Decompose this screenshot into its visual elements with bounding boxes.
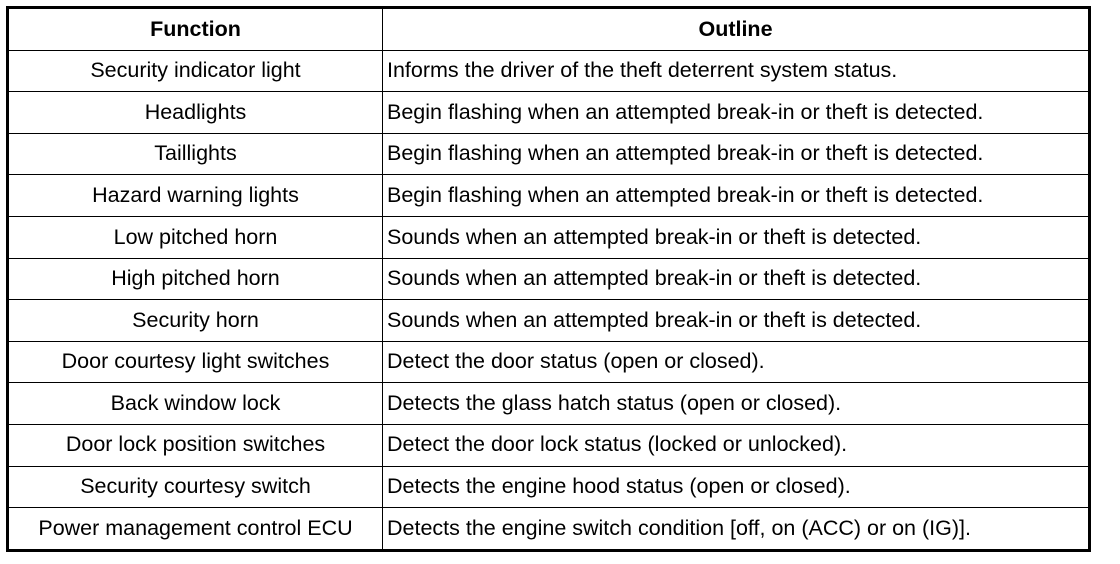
header-outline: Outline — [383, 8, 1090, 51]
function-cell: High pitched horn — [8, 258, 383, 300]
table-header-row — [8, 8, 1090, 51]
outline-cell: Detect the door lock status (locked or unlocked). — [383, 424, 1090, 466]
outline-cell: Detects the engine switch condition [off, on (ACC) or on (IG)]. — [383, 508, 1090, 551]
outline-cell: Informs the driver of the theft deterrent system status. — [383, 50, 1090, 92]
outline-cell: Detects the glass hatch status (open or closed). — [383, 383, 1090, 425]
table-row — [8, 300, 1090, 342]
table-row — [8, 424, 1090, 466]
outline-cell: Sounds when an attempted break-in or theft is detected. — [383, 216, 1090, 258]
function-cell: Taillights — [8, 133, 383, 175]
outline-cell: Detect the door status (open or closed). — [383, 341, 1090, 383]
function-cell: Headlights — [8, 92, 383, 134]
function-cell: Security courtesy switch — [8, 466, 383, 508]
function-cell: Back window lock — [8, 383, 383, 425]
table-row — [8, 175, 1090, 217]
outline-cell: Sounds when an attempted break-in or theft is detected. — [383, 258, 1090, 300]
function-outline-table — [6, 6, 1091, 552]
table-row — [8, 258, 1090, 300]
function-cell: Power management control ECU — [8, 508, 383, 551]
table-row — [8, 133, 1090, 175]
outline-cell: Begin flashing when an attempted break-in or theft is detected. — [383, 175, 1090, 217]
table-row — [8, 216, 1090, 258]
table-row — [8, 341, 1090, 383]
function-cell: Security indicator light — [8, 50, 383, 92]
function-cell: Door lock position switches — [8, 424, 383, 466]
outline-cell: Begin flashing when an attempted break-in or theft is detected. — [383, 133, 1090, 175]
function-cell: Door courtesy light switches — [8, 341, 383, 383]
table-row — [8, 50, 1090, 92]
table-row — [8, 466, 1090, 508]
outline-cell: Sounds when an attempted break-in or theft is detected. — [383, 300, 1090, 342]
outline-cell: Detects the engine hood status (open or closed). — [383, 466, 1090, 508]
table-row — [8, 92, 1090, 134]
function-cell: Hazard warning lights — [8, 175, 383, 217]
header-function: Function — [8, 8, 383, 51]
outline-cell: Begin flashing when an attempted break-in or theft is detected. — [383, 92, 1090, 134]
function-cell: Low pitched horn — [8, 216, 383, 258]
function-outline-table-container — [6, 6, 1088, 552]
table-row — [8, 383, 1090, 425]
table-row — [8, 508, 1090, 551]
function-cell: Security horn — [8, 300, 383, 342]
